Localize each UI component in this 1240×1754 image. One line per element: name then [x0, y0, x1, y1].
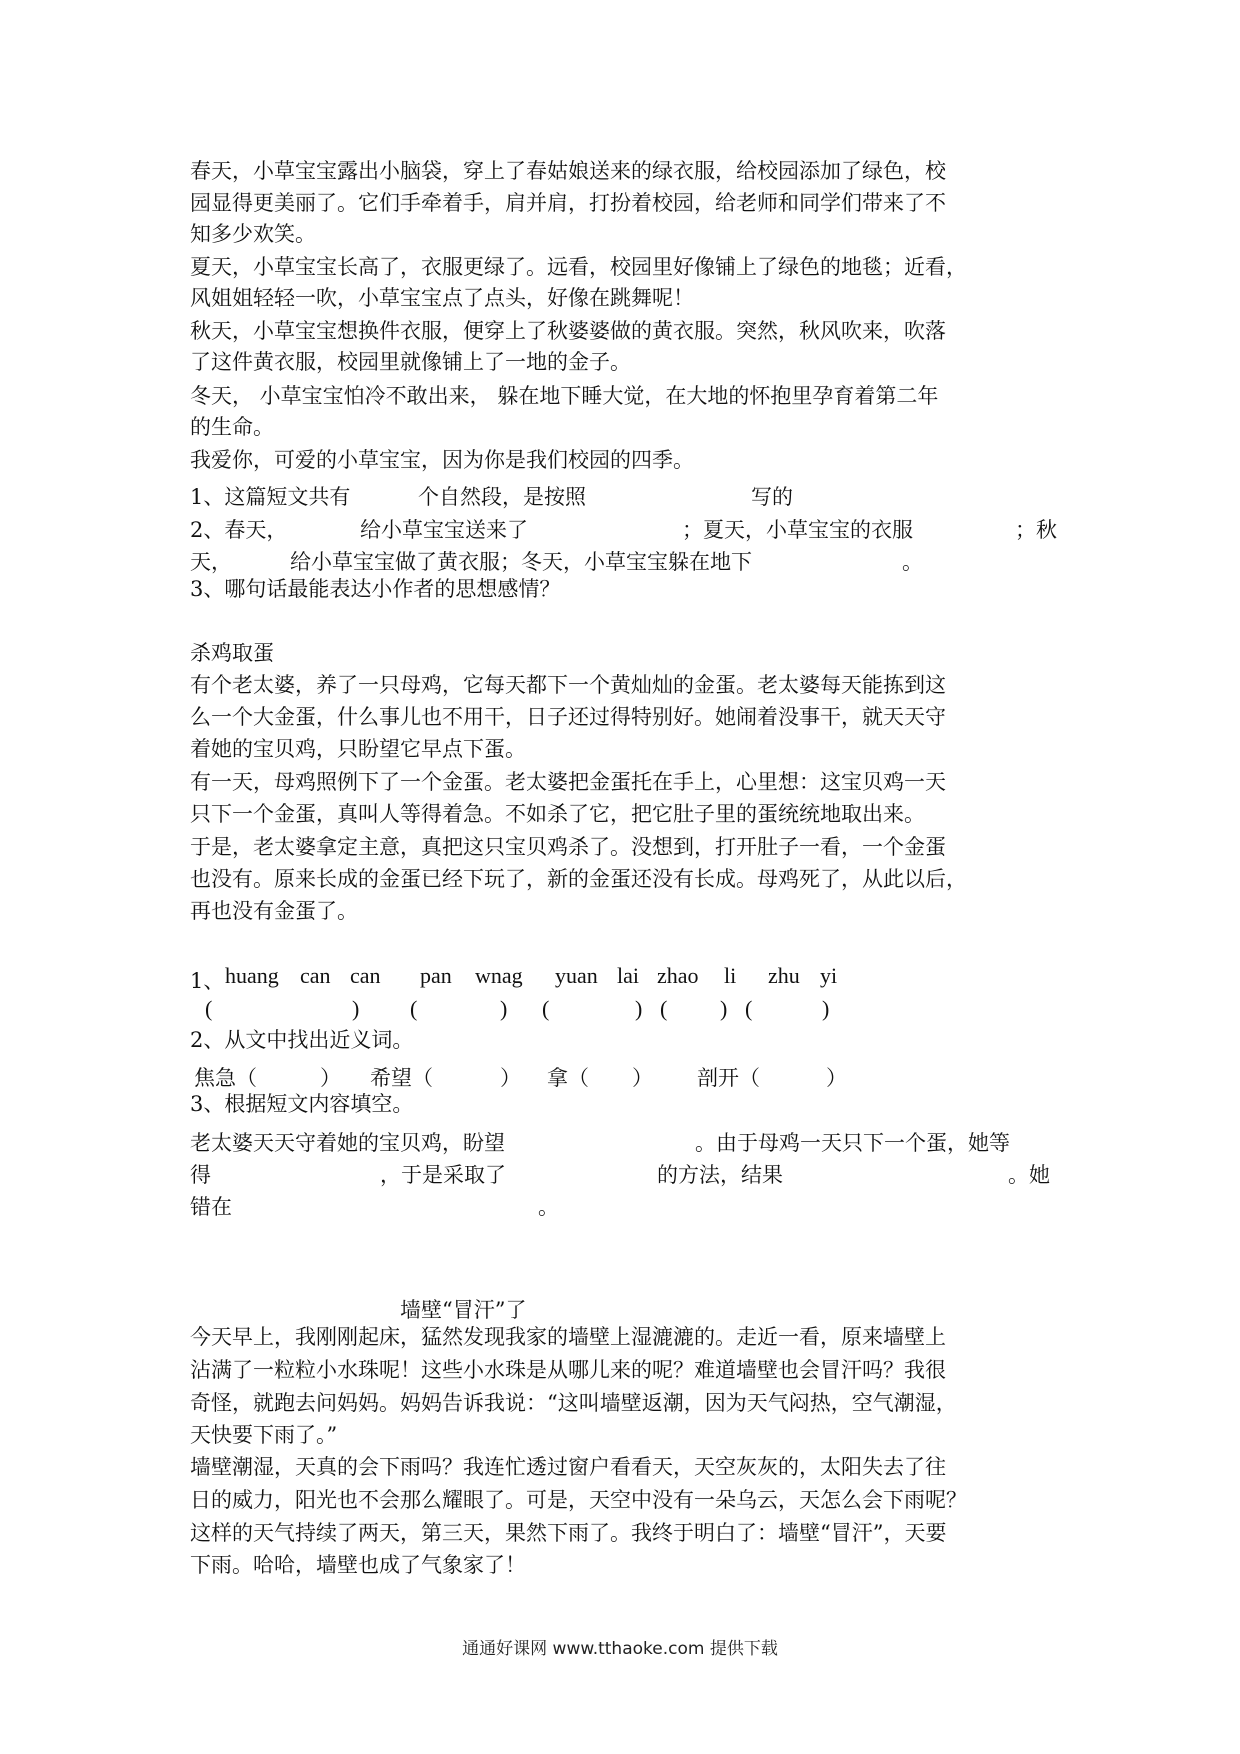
fill-part: 老太婆天天守着她的宝贝鸡，盼望: [190, 1131, 505, 1155]
pinyin-word: lai: [617, 963, 639, 988]
passage3-line-5: 墙壁潮湿，天真的会下雨吗？我连忙透过窗户看看天，天空灰灰的，太阳失去了往: [190, 1455, 946, 1479]
passage3-line-3: 奇怪，就跑去问妈妈。妈妈告诉我说：“这叫墙壁返潮，因为天气闷热，空气潮湿，: [190, 1391, 957, 1415]
answer-bracket: (: [542, 996, 550, 1021]
fill-part: 得: [190, 1163, 211, 1187]
page-footer: 通通好课网 www.tthaoke.com 提供下载: [462, 1639, 778, 1659]
passage3-line-6: 日的威力，阳光也不会那么耀眼了。可是，天空中没有一朵乌云，天怎么会下雨呢？: [190, 1488, 967, 1512]
answer-bracket: (: [745, 996, 753, 1021]
answer-bracket: ): [352, 996, 360, 1021]
passage2-question-3: 3、根据短文内容填空。: [190, 1092, 414, 1116]
q2-part-5: 天，: [190, 550, 232, 574]
passage2-question-2: 2、从文中找出近义词。: [190, 1028, 414, 1052]
answer-bracket: (: [660, 996, 668, 1021]
fill-part: ，于是采取了: [380, 1163, 506, 1187]
synonym-close: ）: [632, 1066, 653, 1090]
passage2-line-6: 于是，老太婆拿定主意，真把这只宝贝鸡杀了。没想到，打开肚子一看，一个金蛋: [190, 835, 946, 859]
pinyin-word: zhu: [768, 963, 800, 988]
passage1-line-2: 园显得更美丽了。它们手牵着手，肩并肩，打扮着校园，给老师和同学们带来了不: [190, 191, 946, 215]
passage1-line-1: 春天，小草宝宝露出小脑袋，穿上了春姑娘送来的绿衣服，给校园添加了绿色，校: [190, 159, 946, 183]
pinyin-question-label: 1、: [190, 969, 225, 993]
answer-bracket: (: [410, 996, 418, 1021]
passage2-line-1: 有个老太婆，养了一只母鸡，它每天都下一个黄灿灿的金蛋。老太婆每天能拣到这: [190, 673, 946, 697]
passage1-question-3: 3、哪句话最能表达小作者的思想感情？: [190, 577, 561, 601]
passage3-title: 墙壁“冒汗”了: [400, 1298, 527, 1322]
passage2-line-7: 也没有。原来长成的金蛋已经下玩了，新的金蛋还没有长成。母鸡死了，从此以后，: [190, 867, 967, 891]
passage3-line-1: 今天早上，我刚刚起床，猛然发现我家的墙壁上湿漉漉的。走近一看，原来墙壁上: [190, 1325, 946, 1349]
passage3-line-4: 天快要下雨了。”: [190, 1423, 338, 1447]
passage2-title: 杀鸡取蛋: [190, 641, 274, 665]
passage3-line-7: 这样的天气持续了两天，第三天，果然下雨了。我终于明白了：墙壁“冒汗”，天要: [190, 1521, 947, 1545]
passage2-line-2: 么一个大金蛋，什么事儿也不用干，日子还过得特别好。她闹着没事干，就天天守: [190, 705, 946, 729]
q2-part-1: 2、春天，: [190, 518, 288, 542]
q2-part-7: 。: [902, 550, 923, 574]
answer-bracket: ): [635, 996, 643, 1021]
pinyin-word: can: [300, 963, 331, 988]
q2-part-3: ；夏天，小草宝宝的衣服: [682, 518, 913, 542]
passage2-line-3: 着她的宝贝鸡，只盼望它早点下蛋。: [190, 737, 526, 761]
fill-part: 的方法，结果: [657, 1163, 783, 1187]
fill-part: 。由于母鸡一天只下一个蛋，她等: [695, 1131, 1010, 1155]
fill-part: 错在: [190, 1195, 232, 1219]
passage1-line-9: 的生命。: [190, 415, 274, 439]
synonym-item: 拿（: [547, 1066, 589, 1090]
passage1-line-5: 风姐姐轻轻一吹，小草宝宝点了点头，好像在跳舞呢！: [190, 286, 694, 310]
passage1-line-7: 了这件黄衣服，校园里就像铺上了一地的金子。: [190, 350, 631, 374]
pinyin-word: yuan: [555, 963, 598, 988]
pinyin-word: pan: [420, 963, 452, 988]
passage2-line-4: 有一天，母鸡照例下了一个金蛋。老太婆把金蛋托在手上，心里想：这宝贝鸡一天: [190, 770, 946, 794]
passage1-line-10: 我爱你，可爱的小草宝宝，因为你是我们校园的四季。: [190, 448, 694, 472]
synonym-item: 剖开（: [697, 1066, 760, 1090]
passage1-line-3: 知多少欢笑。: [190, 222, 316, 246]
pinyin-word: huang: [225, 963, 279, 988]
answer-bracket: ): [500, 996, 508, 1021]
answer-bracket: (: [205, 996, 213, 1021]
passage1-line-4: 夏天，小草宝宝长高了，衣服更绿了。远看，校园里好像铺上了绿色的地毯；近看，: [190, 255, 967, 279]
synonym-close: ）: [500, 1066, 521, 1090]
pinyin-word: zhao: [657, 963, 699, 988]
passage2-line-5: 只下一个金蛋，真叫人等得着急。不如杀了它，把它肚子里的蛋统统地取出来。: [190, 802, 925, 826]
q2-part-6: 给小草宝宝做了黄衣服；冬天，小草宝宝躲在地下: [290, 550, 752, 574]
pinyin-word: yi: [820, 963, 838, 988]
answer-bracket: ): [822, 996, 830, 1021]
answer-bracket: ): [720, 996, 728, 1021]
fill-part: 。: [538, 1195, 559, 1219]
passage3-line-2: 沾满了一粒粒小水珠呢！这些小水珠是从哪儿来的呢？难道墙壁也会冒汗吗？我很: [190, 1358, 946, 1382]
synonym-close: ）: [320, 1066, 341, 1090]
q2-part-2: 给小草宝宝送来了: [360, 518, 528, 542]
fill-part: 。她: [1008, 1163, 1050, 1187]
passage3-line-8: 下雨。哈哈，墙壁也成了气象家了！: [190, 1553, 526, 1577]
pinyin-word: can: [350, 963, 381, 988]
synonym-item: 希望（: [370, 1066, 433, 1090]
passage1-line-6: 秋天，小草宝宝想换件衣服，便穿上了秋婆婆做的黄衣服。突然，秋风吹来，吹落: [190, 319, 946, 343]
synonym-item: 焦急（: [194, 1066, 257, 1090]
q1-part-2: 个自然段，是按照: [418, 485, 586, 509]
passage1-line-8: 冬天， 小草宝宝怕冷不敢出来， 躲在地下睡大觉，在大地的怀抱里孕育着第二年: [190, 384, 939, 408]
q2-part-4: ；秋: [1015, 518, 1057, 542]
synonym-close: ）: [826, 1066, 847, 1090]
q1-part-3: 写的: [751, 485, 793, 509]
pinyin-word: wnag: [475, 963, 523, 988]
passage2-line-8: 再也没有金蛋了。: [190, 899, 358, 923]
q1-part-1: 1、这篇短文共有: [190, 485, 351, 509]
pinyin-word: li: [724, 963, 737, 988]
